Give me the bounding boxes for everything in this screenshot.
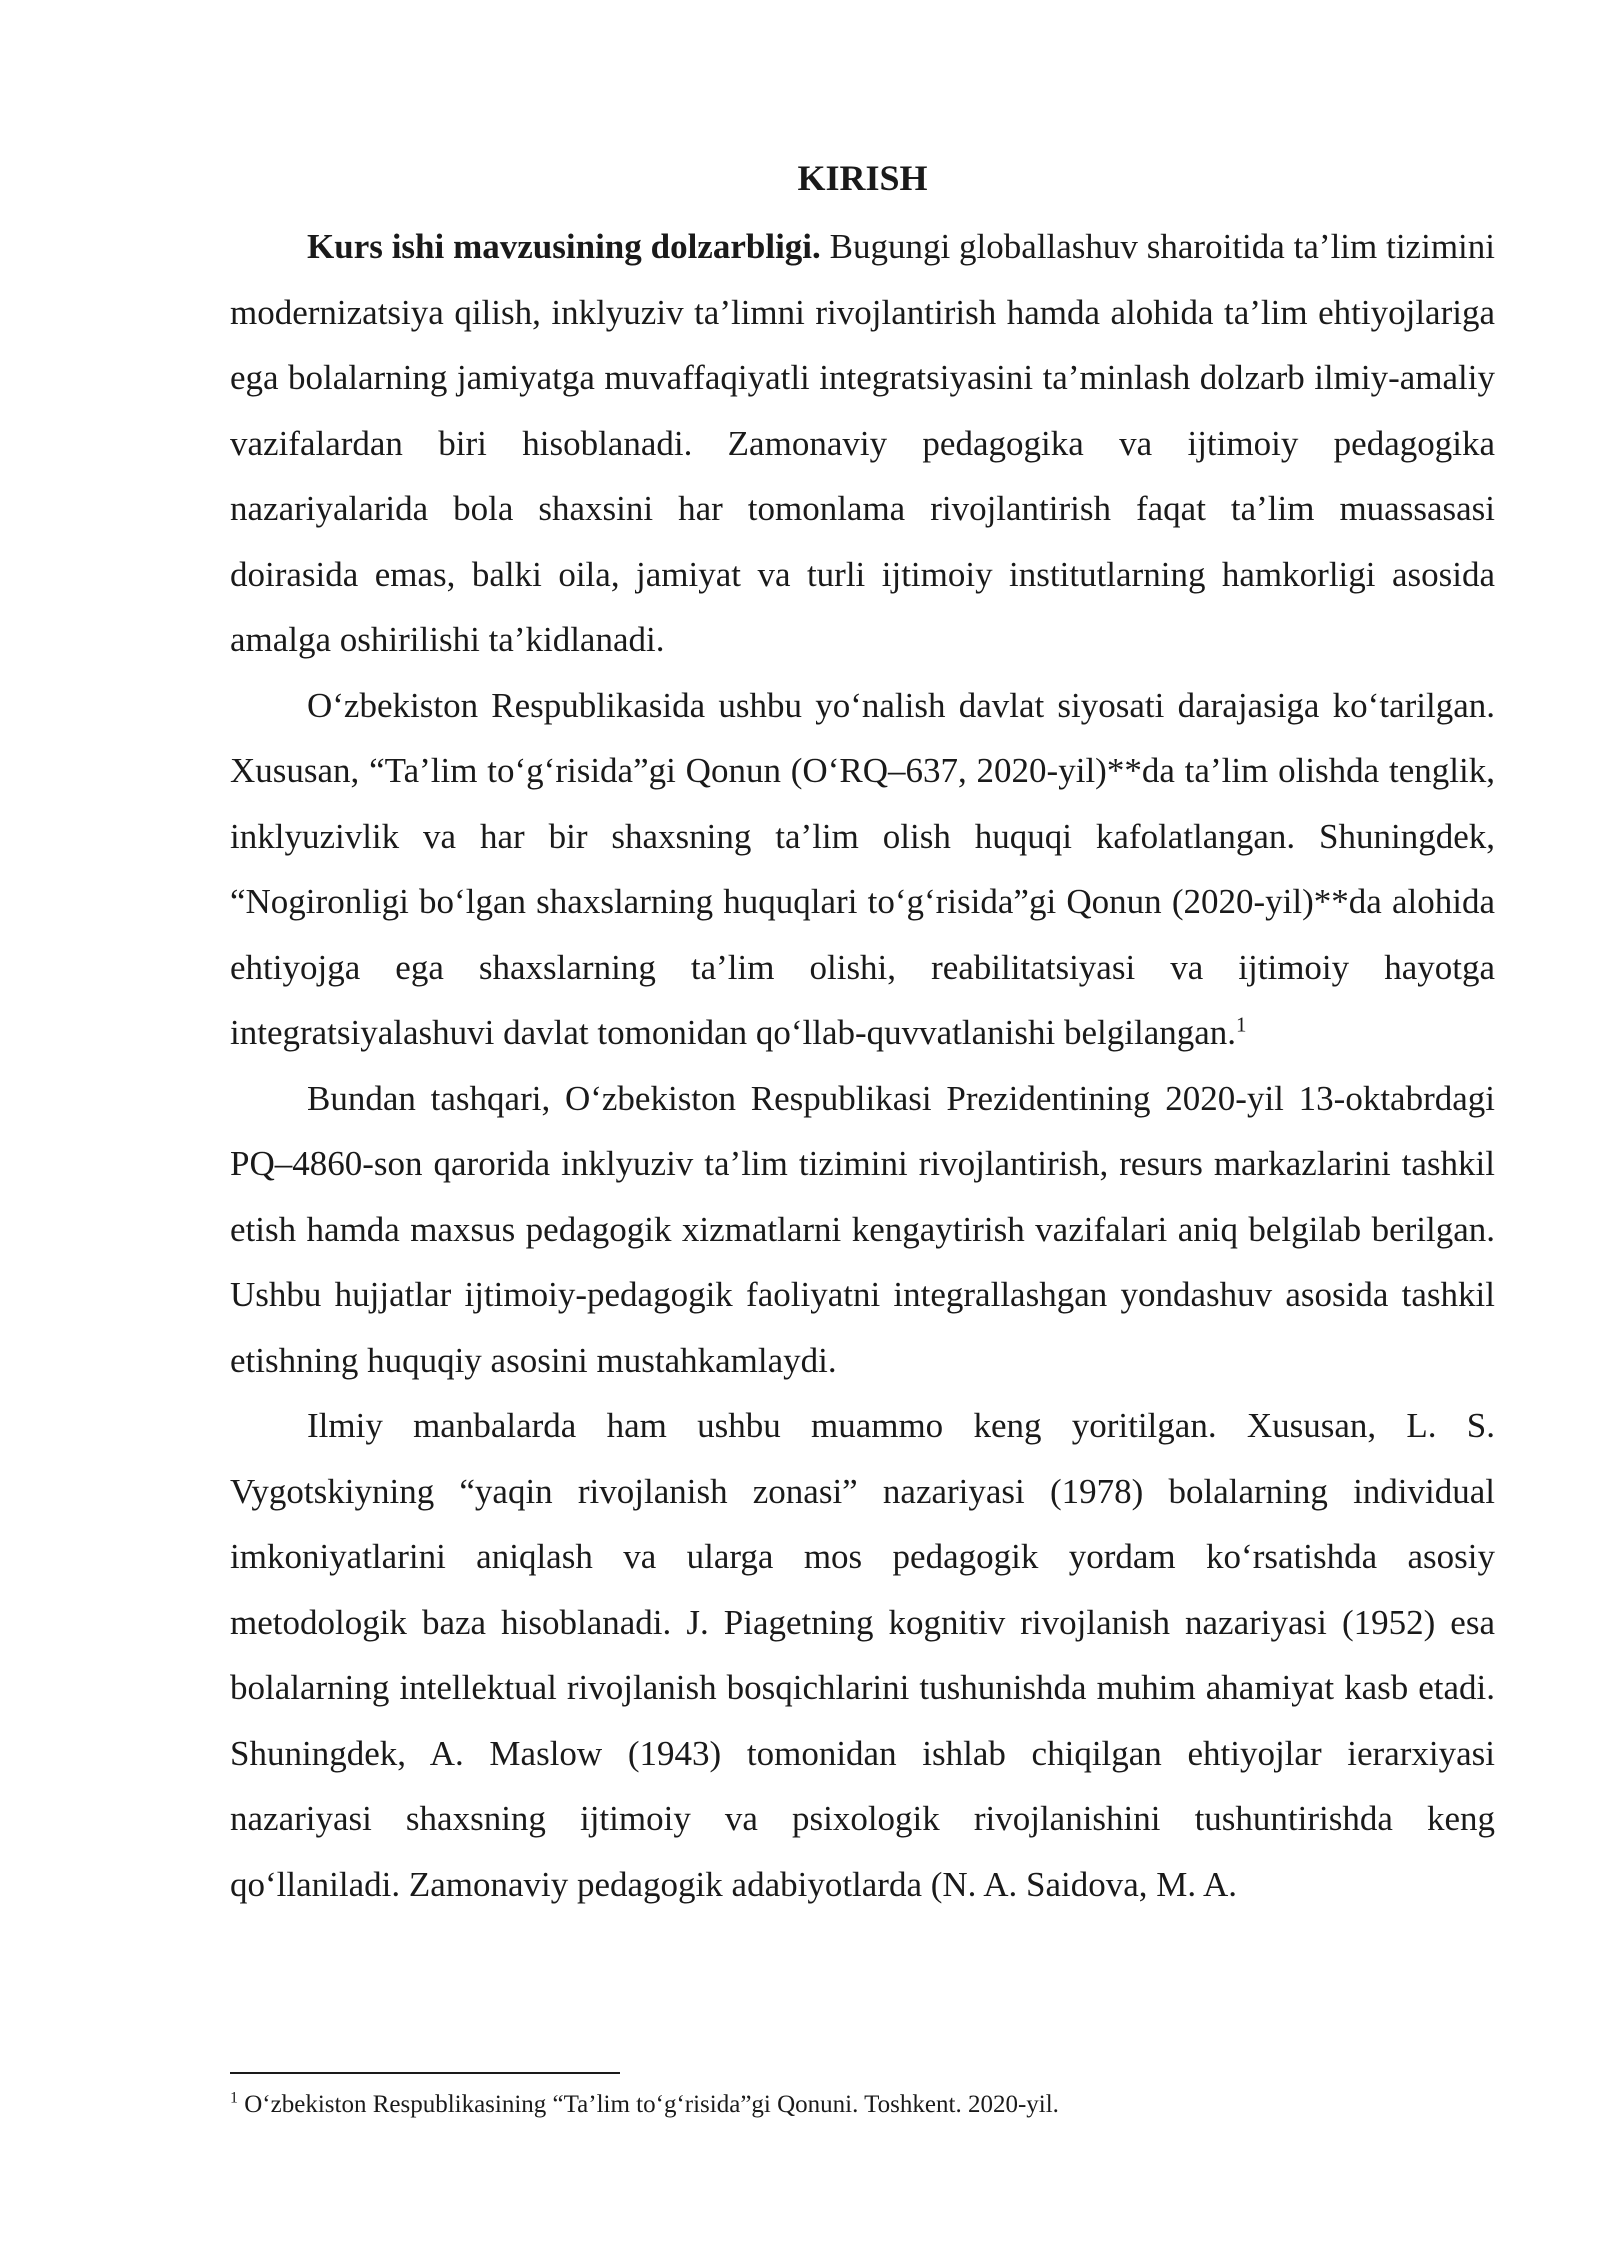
paragraph-relevance [230,214,1495,673]
footnote-text: O‘zbekiston Respublikasining “Ta’lim to‘g‘risida”gi Qonuni. Toshkent. 2020-yil. [238,2091,1059,2118]
paragraph-text: Bugungi globallashuv sharoitida ta’lim tizimini modernizatsiya qilish, inklyuziv ta’limni rivojlantirish hamda alohida ta’lim ehtiyojlariga ega bolalarning jamiyatga muvaffaqiyatli integratsiyasini ta’minlash dolzarb ilmiy-amaliy vazifalardan biri hisoblanadi. Zamonaviy pedagogika va ijtimoiy pedagogika nazariyalarida bola shaxsini har tomonlama rivojlantirish faqat ta’lim muassasasi doirasida emas, balki oila, jamiyat va turli ijtimoiy institutlarning hamkorligi asosida amalga oshirilishi ta’kidlanadi. [230,227,1495,659]
document-page [230,148,1495,1917]
paragraph-lead: Kurs ishi mavzusining dolzarbligi. [307,227,821,266]
footnote-separator [230,2072,620,2074]
paragraph-text: Ilmiy manbalarda ham ushbu muammo keng yoritilgan. Xususan, L. S. Vygotskiyning “yaqin rivojlanish zonasi” nazariyasi (1978) bolalarning individual imkoniyatlarini aniqlash va ularga mos pedagogik yordam ko‘rsatishda asosiy metodologik baza hisoblanadi. J. Piagetning kognitiv rivojlanish nazariyasi (1952) esa bolalarning intellektual rivojlanish bosqichlarini tushunishda muhim ahamiyat kasb etadi. Shuningdek, A. Maslow (1943) tomonidan ishlab chiqilgan ehtiyojlar ierarxiyasi nazariyasi shaxsning ijtimoiy va psixologik rivojlanishini tushuntirishda keng qo‘llaniladi. Zamonaviy pedagogik adabiyotlarda (N. A. Saidova, M. A. [230,1406,1495,1904]
footnote [230,2088,1495,2122]
paragraph-decree [230,1066,1495,1394]
section-heading: KIRISH [797,158,928,198]
paragraph-text: Bundan tashqari, O‘zbekiston Respublikasi Prezidentining 2020-yil 13-oktabrdagi PQ–4860-son qarorida inklyuziv ta’lim tizimini rivojlantirish, resurs markazlarini tashkil etish hamda maxsus pedagogik xizmatlarni kengaytirish vazifalari aniq belgilab berilgan. Ushbu hujjatlar ijtimoiy-pedagogik faoliyatni integrallashgan yondashuv asosida tashkil etishning huquqiy asosini mustahkamlaydi. [230,1078,1495,1380]
footnote-number: 1 [230,2089,238,2107]
paragraph-legislation [230,673,1495,1066]
footnote-reference[interactable]: 1 [1236,1012,1247,1037]
paragraph-scientific-sources [230,1393,1495,1917]
paragraph-text: O‘zbekiston Respublikasida ushbu yo‘nalish davlat siyosati darajasiga ko‘tarilgan. Xususan, “Ta’lim to‘g‘risida”gi Qonun (O‘RQ–637, 2020-yil)**da ta’lim olishda tenglik, inklyuzivlik va har bir shaxsning ta’lim olish huquqi kafolatlangan. Shuningdek, “Nogironligi bo‘lgan shaxslarning huquqlari to‘g‘risida”gi Qonun (2020-yil)**da alohida ehtiyojga ega shaxslarning ta’lim olishi, reabilitatsiyasi va ijtimoiy hayotga integratsiyalashuvi davlat tomonidan qo‘llab-quvvatlanishi belgilangan. [230,685,1495,1052]
